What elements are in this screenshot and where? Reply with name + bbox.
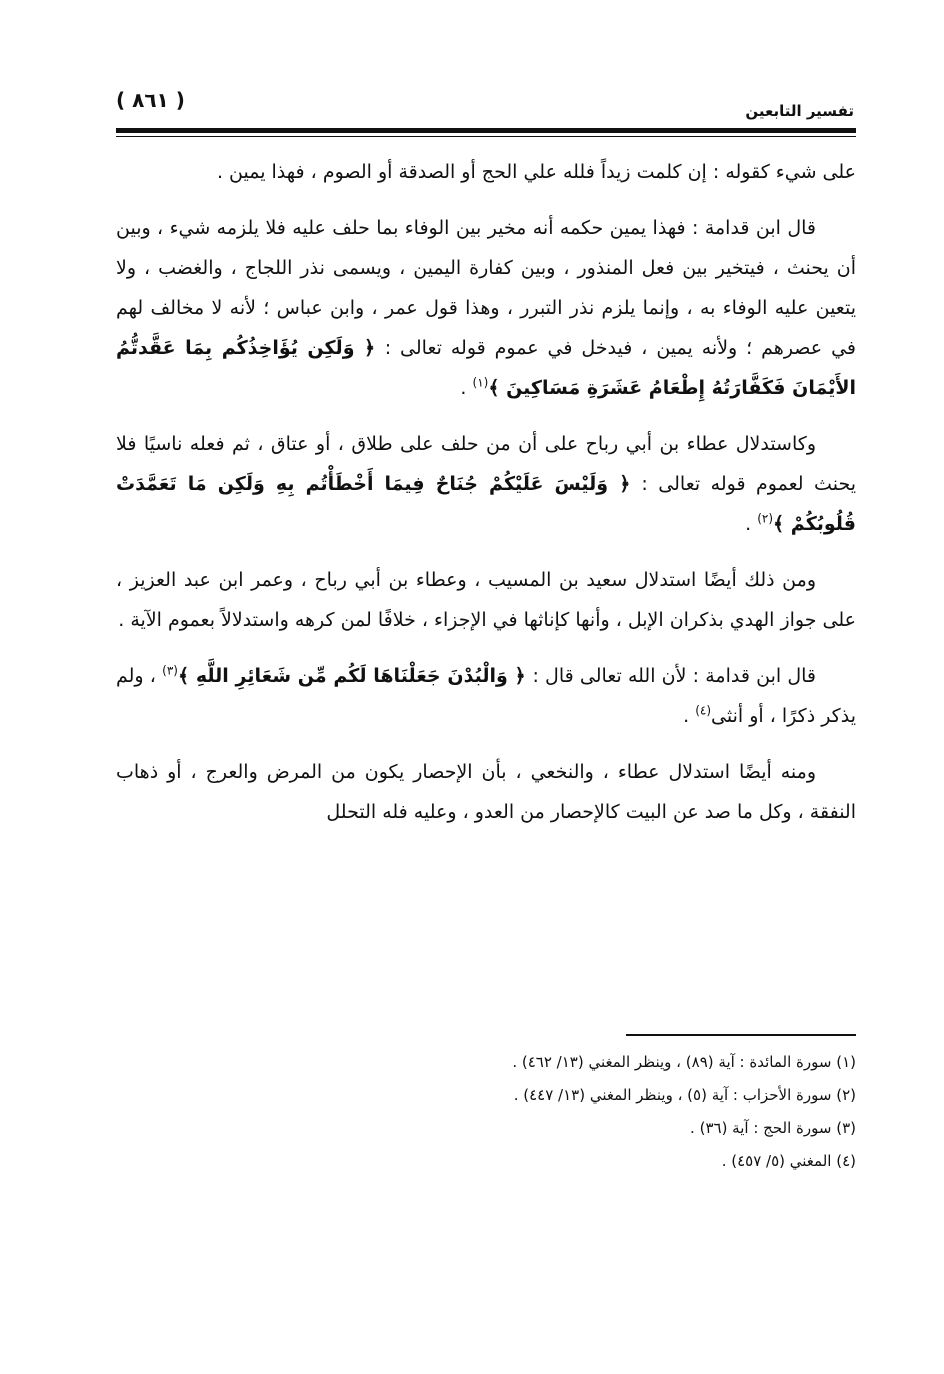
footnote: (٢) سورة الأحزاب : آية (٥) ، وينظر المغني (١٣/ ٤٤٧) . [513, 1086, 856, 1104]
page-header [116, 88, 856, 128]
quran-verse: ﴿ وَلَكِن يُؤَاخِذُكُم بِمَا عَقَّدتُّمُ الأَيْمَانَ فَكَفَّارَتُهُ إِطْعَامُ عَشَرَةِ مَسَاكِينَ ﴾ [116, 337, 856, 399]
paragraph [116, 424, 856, 544]
paragraph [116, 152, 856, 192]
text-segment: . [460, 377, 473, 399]
paragraph [116, 560, 856, 640]
paragraph [116, 208, 856, 408]
text-segment: وكاستدلال عطاء بن أبي رباح على أن من حلف على طلاق ، أو عتاق ، ثم فعله ناسيًا فلا يحنث لعموم قوله تعالى : [116, 433, 856, 495]
text-segment: على شيء كقوله : إن كلمت زيداً فلله علي الحج أو الصدقة أو الصوم ، فهذا يمين . [216, 161, 856, 183]
text-segment: قال ابن قدامة : فهذا يمين حكمه أنه مخير بين الوفاء بما حلف عليه فلا يلزمه شيء ، وبين أن يحنث ، فيتخير بين فعل المنذور ، وبين كفارة اليمين ، ويسمى نذر اللجاج ، والغضب ، ولا يتعين عليه الوفاء به ، وإنما يلزم نذر التبرر ، وهذا قول عمر ، وابن عباس ؛ لأنه لا مخالف لهم في عصرهم ؛ ولأنه يمين ، فيدخل في عموم قوله تعالى : [116, 217, 856, 359]
footnote-ref: (٣) [162, 663, 178, 678]
running-title: تفسير التابعين [745, 102, 854, 120]
footnote-ref: (١) [472, 375, 489, 390]
text-segment: ، ولم يذكر ذكرًا ، أو أنثى [116, 665, 856, 727]
footnote-ref: (٤) [695, 703, 712, 718]
footnote-ref: (٢) [757, 511, 774, 526]
footnote: (٤) المغني (٥/ ٤٥٧) . [721, 1152, 856, 1170]
page-number: ( ٨٦١ ) [116, 88, 185, 112]
text-segment: ومنه أيضًا استدلال عطاء ، والنخعي ، بأن الإحصار يكون من المرض والعرج ، أو ذهاب النفقة ، وكل ما صد عن البيت كالإحصار من العدو ، وعليه فله التحلل [116, 761, 856, 823]
body-text [116, 152, 856, 848]
footnote-rule [626, 1034, 856, 1036]
text-segment: ومن ذلك أيضًا استدلال سعيد بن المسيب ، وعطاء بن أبي رباح ، وعمر ابن عبد العزيز ، على جواز الهدي بذكران الإبل ، وأنها كإناثها في الإجزاء ، خلافًا لمن كرهه واستدلالاً بعموم الآية . [116, 569, 856, 631]
text-segment: . [745, 513, 758, 535]
quran-verse: ﴿ وَالْبُدْنَ جَعَلْنَاهَا لَكُم مِّن شَعَائِرِ اللَّهِ ﴾ [177, 665, 533, 687]
footnotes [116, 1046, 856, 1178]
paragraph [116, 752, 856, 832]
footnote: (٣) سورة الحج : آية (٣٦) . [690, 1119, 856, 1137]
footnote: (١) سورة المائدة : آية (٨٩) ، وينظر المغني (١٣/ ٤٦٢) . [512, 1053, 856, 1071]
header-rule [116, 128, 856, 137]
text-segment: قال ابن قدامة : لأن الله تعالى قال : [532, 665, 817, 687]
text-segment: . [683, 705, 696, 727]
paragraph [116, 656, 856, 736]
quran-verse: ﴿ وَلَيْسَ عَلَيْكُمْ جُنَاحٌ فِيمَا أَخْطَأْتُم بِهِ وَلَكِن مَا تَعَمَّدَتْ قُلُوبُكُمْ ﴾ [116, 473, 856, 535]
